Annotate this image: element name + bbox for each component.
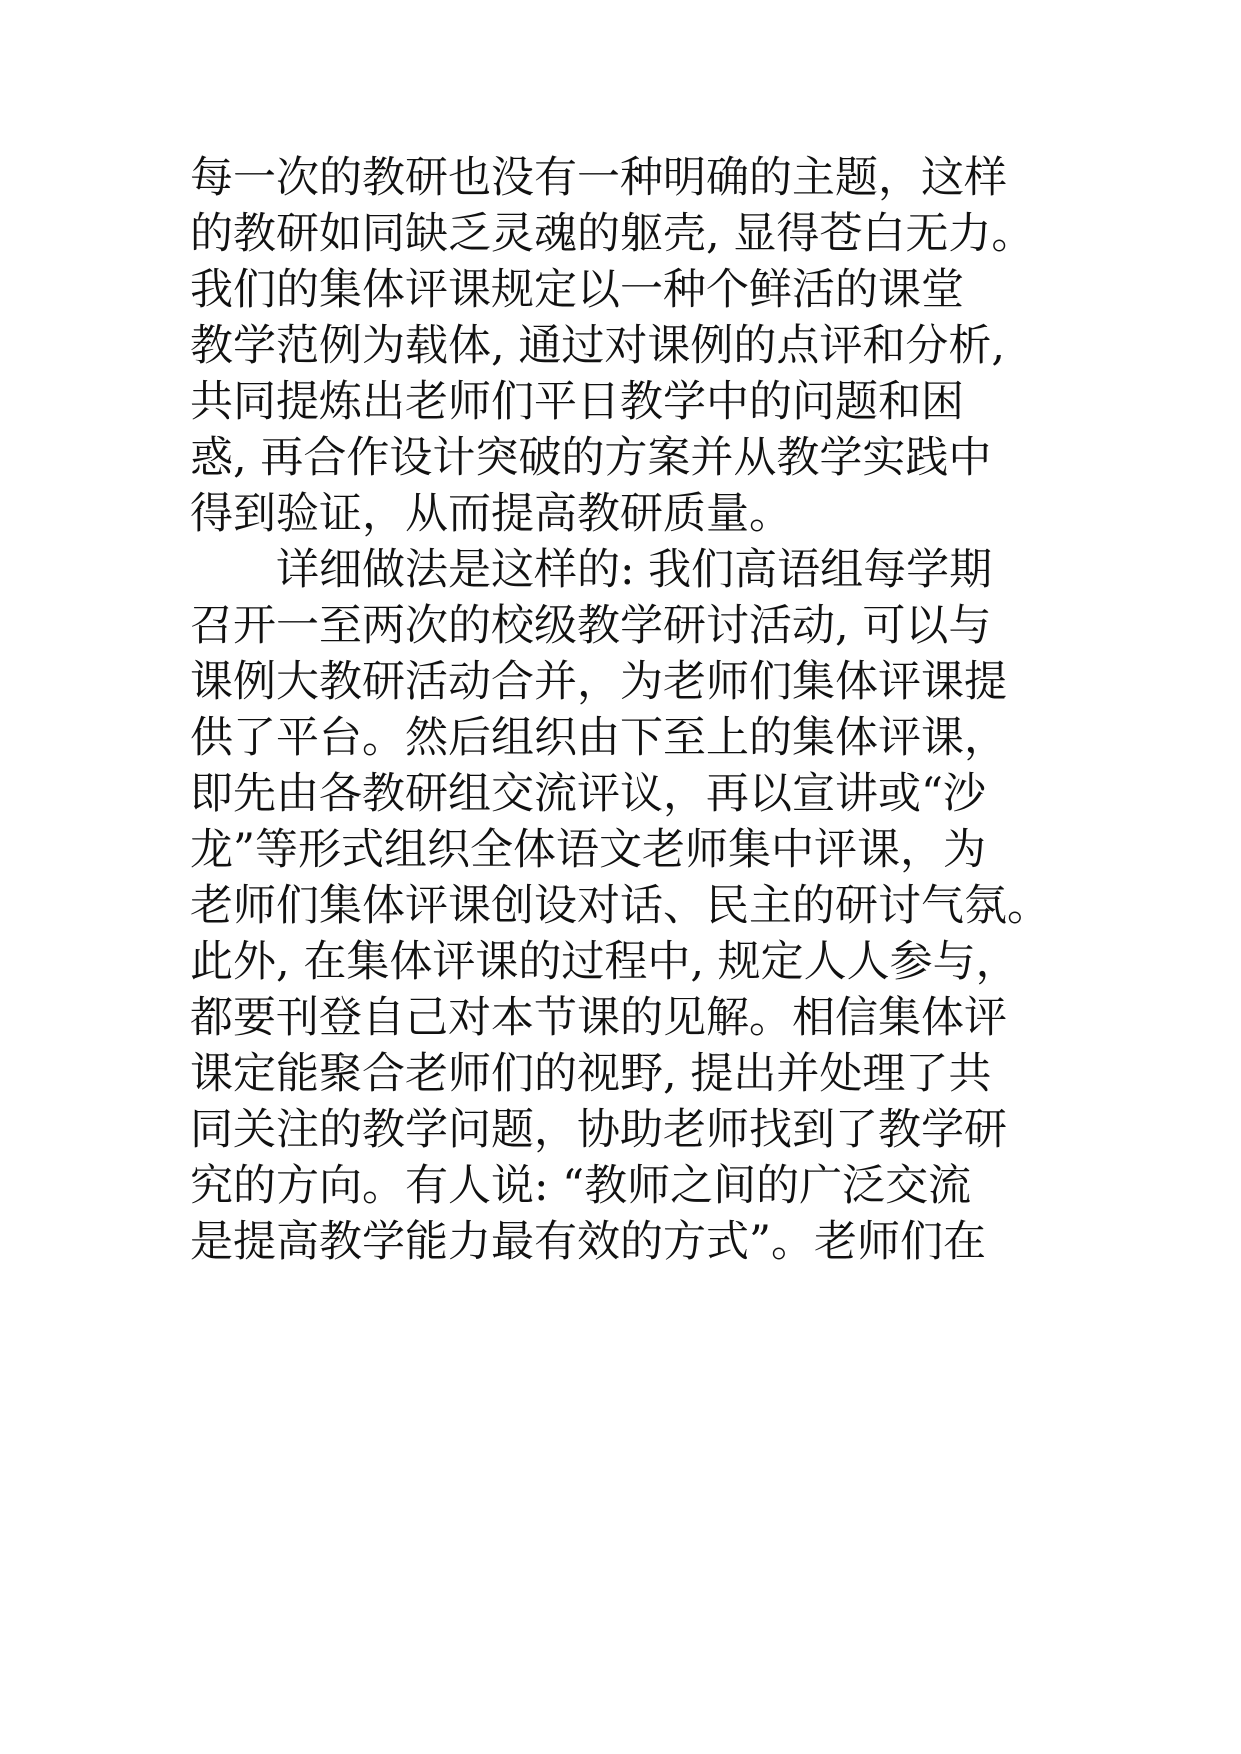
text-line: 究的方向。有人说: “教师之间的广泛交流	[190, 1161, 972, 1211]
text-line: 我们的集体评课规定以一种个鲜活的课堂	[190, 265, 964, 315]
text-line: 课定能聚合老师们的视野, 提出并处理了共	[190, 1049, 992, 1099]
text-line: 老师们集体评课创设对话、民主的研讨气氛。	[190, 881, 1050, 931]
text-line: 教学范例为载体, 通过对课例的点评和分析,	[190, 321, 1006, 371]
text-line: 召开一至两次的校级教学研讨活动, 可以与	[190, 601, 992, 651]
text-line: 的教研如同缺乏灵魂的躯壳, 显得苍白无力。	[190, 209, 1035, 259]
text-line: 都要刊登自己对本节课的见解。相信集体评	[190, 993, 1007, 1043]
text-line: 惑, 再合作设计突破的方案并从教学实践中	[190, 433, 992, 483]
text-line: 共同提炼出老师们平日教学中的问题和困	[190, 377, 964, 427]
text-line: 同关注的教学问题，协助老师找到了教学研	[190, 1105, 1007, 1155]
body-text	[190, 150, 1070, 1270]
text-line: 是提高教学能力最有效的方式”。老师们在	[190, 1217, 986, 1267]
text-line: 龙”等形式组织全体语文老师集中评课，为	[190, 825, 986, 875]
paragraph-start-line: 详细做法是这样的: 我们高语组每学期	[276, 545, 993, 595]
text-line: 此外, 在集体评课的过程中, 规定人人参与，	[190, 937, 1019, 987]
text-line: 得到验证，从而提高教研质量。	[190, 489, 792, 539]
text-line: 课例大教研活动合并，为老师们集体评课提	[190, 657, 1007, 707]
text-line: 每一次的教研也没有一种明确的主题，这样	[190, 153, 1007, 203]
text-line: 即先由各教研组交流评议，再以宣讲或“沙	[190, 769, 986, 819]
text-line: 供了平台。然后组织由下至上的集体评课，	[190, 713, 1007, 763]
